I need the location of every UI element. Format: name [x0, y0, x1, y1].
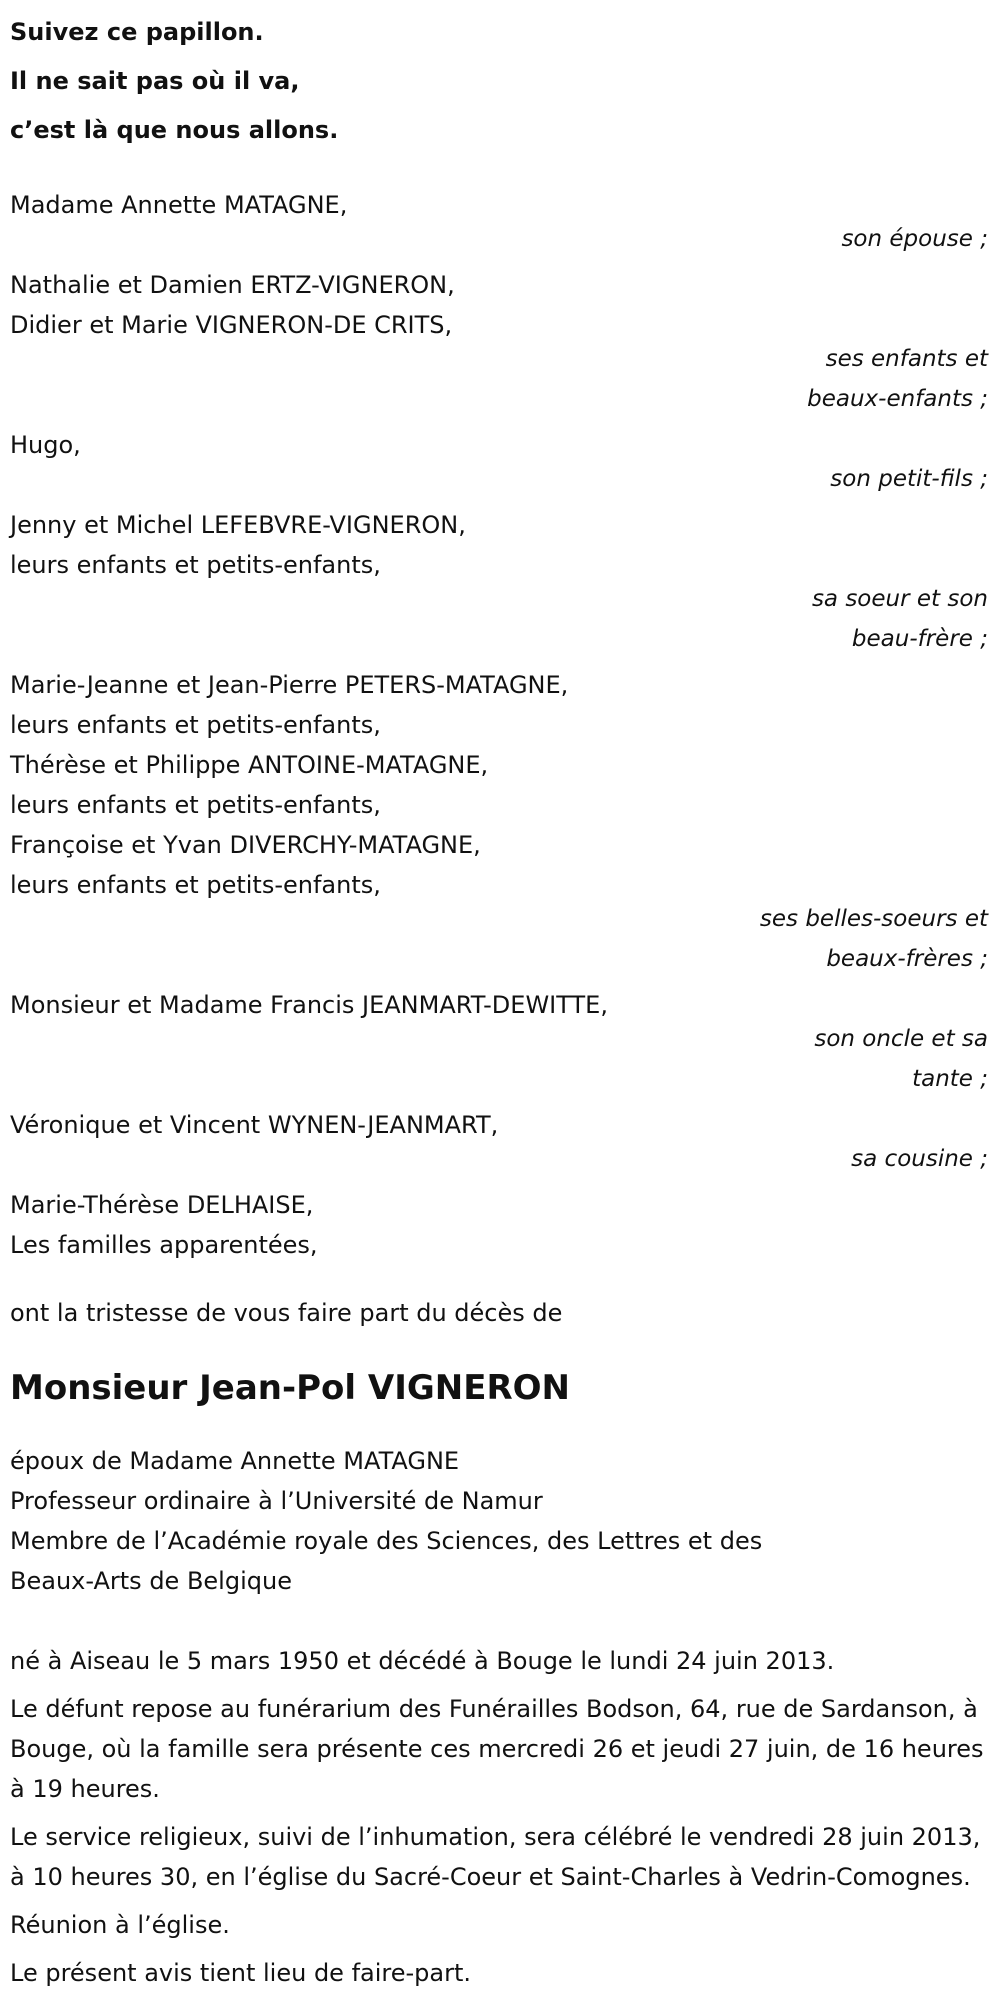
relation-label: sa soeur et son beau-frère ;: [811, 586, 988, 652]
family-name-line: Hugo,: [10, 431, 81, 459]
epigraph-line: c’est là que nous allons.: [10, 116, 339, 144]
deceased-name: Monsieur Jean-Pol VIGNERON: [10, 1368, 570, 1408]
relation-label: ses belles-soeurs et beaux-frères ;: [759, 906, 988, 972]
family-name-line: Véronique et Vincent WYNEN-JEANMART,: [10, 1111, 499, 1139]
announcement: ont la tristesse de vous faire part du décès de: [10, 1299, 563, 1327]
family-name-line: Jenny et Michel LEFEBVRE-VIGNERON,: [10, 511, 466, 539]
deceased-titles: [10, 1441, 988, 1601]
family-group: [10, 505, 988, 659]
family-name-line: Nathalie et Damien ERTZ-VIGNERON,: [10, 271, 455, 299]
family-group: [10, 425, 988, 499]
family-names: [10, 1185, 988, 1265]
epigraph-line: Suivez ce papillon.: [10, 18, 264, 46]
family-group: [10, 985, 988, 1099]
family-name-line: Madame Annette MATAGNE,: [10, 191, 348, 219]
family-name-line: Françoise et Yvan DIVERCHY-MATAGNE,: [10, 831, 481, 859]
epigraph: [10, 8, 988, 155]
title-line: Professeur ordinaire à l’Université de Namur: [10, 1487, 543, 1515]
relation-label: son épouse ;: [841, 226, 988, 252]
family-names: [10, 505, 988, 585]
family-group: [10, 665, 988, 979]
service-text: Le service religieux, suivi de l’inhumation, sera célébré le vendredi 28 juin 2013, à 10 heures 30, en l’église du Sacré-Coeur et Saint-Charles à Vedrin-Comognes.: [10, 1823, 981, 1891]
relation-label: sa cousine ;: [851, 1146, 988, 1172]
title-line: Membre de l’Académie royale des Sciences, des Lettres et des: [10, 1527, 763, 1555]
family-group: [10, 1105, 988, 1179]
title-line: époux de Madame Annette MATAGNE: [10, 1447, 460, 1475]
family-list: [10, 185, 988, 1265]
birth-death-text: né à Aiseau le 5 mars 1950 et décédé à Bouge le lundi 24 juin 2013.: [10, 1647, 835, 1675]
family-name-line: Marie-Thérèse DELHAISE,: [10, 1191, 314, 1219]
family-name-line: Les familles apparentées,: [10, 1231, 318, 1259]
relation-label: son petit-fils ;: [830, 466, 988, 492]
epigraph-line: Il ne sait pas où il va,: [10, 67, 300, 95]
family-name-line: leurs enfants et petits-enfants,: [10, 551, 381, 579]
family-group: [10, 185, 988, 259]
relation-label: son oncle et sa tante ;: [814, 1026, 988, 1092]
title-line: Beaux-Arts de Belgique: [10, 1567, 292, 1595]
meeting-text: Réunion à l’église.: [10, 1911, 230, 1939]
relation-label: ses enfants et beaux-enfants ;: [807, 346, 988, 412]
visitation-text: Le défunt repose au funérarium des Funérailles Bodson, 64, rue de Sardanson, à Bouge, où la famille sera présente ces mercredi 26 et jeudi 27 juin, de 16 heures à 19 heures.: [10, 1695, 984, 1803]
funeral-details: [10, 1641, 988, 1993]
family-name-line: Marie-Jeanne et Jean-Pierre PETERS-MATAGNE,: [10, 671, 569, 699]
family-name-line: leurs enfants et petits-enfants,: [10, 871, 381, 899]
family-name-line: leurs enfants et petits-enfants,: [10, 711, 381, 739]
notice-text: Le présent avis tient lieu de faire-part.: [10, 1959, 472, 1987]
family-name-line: Didier et Marie VIGNERON-DE CRITS,: [10, 311, 453, 339]
family-group: [10, 1185, 988, 1265]
family-name-line: Monsieur et Madame Francis JEANMART-DEWITTE,: [10, 991, 608, 1019]
family-names: [10, 665, 988, 905]
family-names: [10, 265, 988, 345]
family-name-line: Thérèse et Philippe ANTOINE-MATAGNE,: [10, 751, 489, 779]
family-name-line: leurs enfants et petits-enfants,: [10, 791, 381, 819]
family-group: [10, 265, 988, 419]
